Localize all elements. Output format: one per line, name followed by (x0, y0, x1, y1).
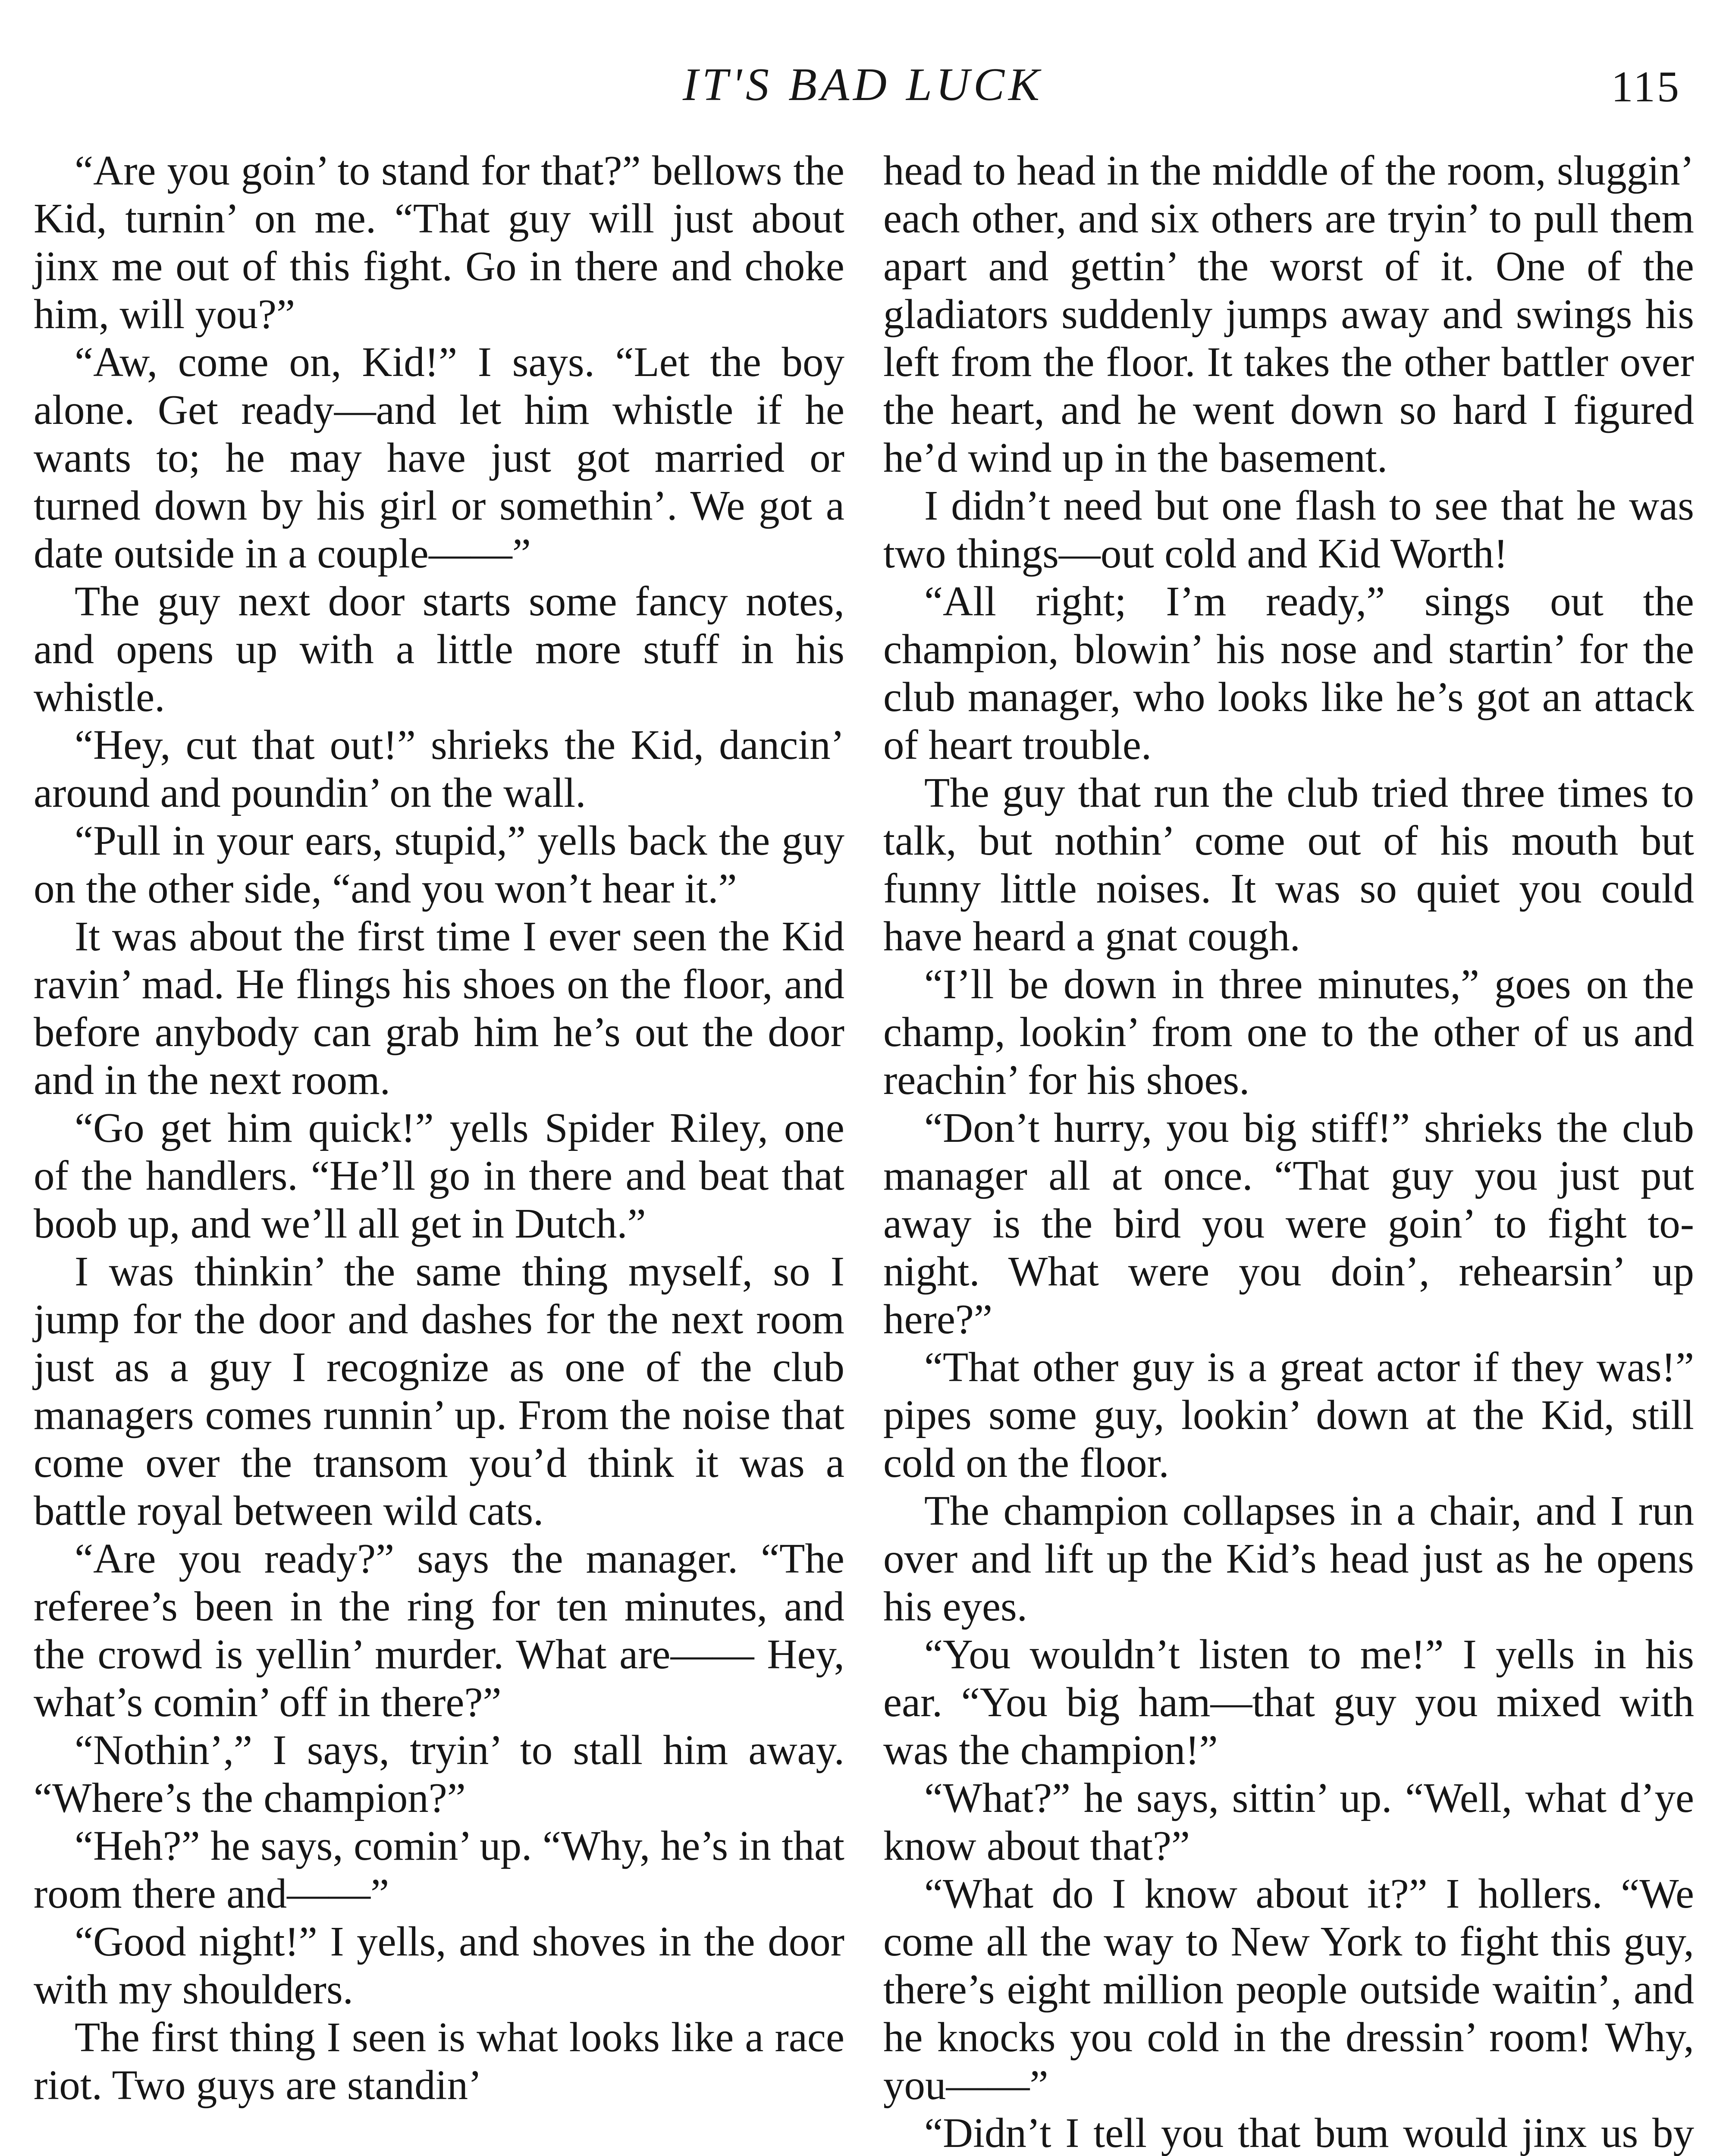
paragraph: It was about the first time I ever seen the Kid ravin’ mad. He flings his shoes on the floor, and before anybody can grab him he’s out the door and in the next room. (34, 913, 844, 1103)
paragraph-continued: head to head in the middle of the room, sluggin’ each other, and six others are tryin’ to pull them apart and gettin’ the worst of it. One of the gladiators suddenly jumps away and swings his left from the floor. It takes the other battler over the heart, and he went down so hard I figured he’d wind up in the basement. (883, 147, 1694, 481)
paragraph: “All right; I’m ready,” sings out the champion, blowin’ his nose and startin’ for the club manager, who looks like he’s got an attack of heart trouble. (883, 578, 1694, 768)
left-column (34, 147, 844, 2109)
paragraph: The guy next door starts some fancy notes, and opens up with a little more stuff in his whistle. (34, 578, 844, 720)
paragraph: The guy that run the club tried three times to talk, but nothin’ come out of his mouth but funny little noises. It was so quiet you could have heard a gnat cough. (883, 770, 1694, 959)
paragraph: The champion collapses in a chair, and I run over and lift up the Kid’s head just as he opens his eyes. (883, 1488, 1694, 1630)
paragraph: The first thing I seen is what looks like a race riot. Two guys are standin’ (34, 2014, 844, 2108)
right-column (883, 147, 1694, 2156)
paragraph: “Hey, cut that out!” shrieks the Kid, dancin’ around and poundin’ on the wall. (34, 722, 844, 816)
running-title: IT'S BAD LUCK (682, 59, 1044, 110)
paragraph: I didn’t need but one flash to see that he was two things—out cold and Kid Worth! (883, 483, 1694, 577)
paragraph: “Nothin’,” I says, tryin’ to stall him away. “Where’s the champion?” (34, 1727, 844, 1821)
paragraph: “Are you goin’ to stand for that?” bellows the Kid, turnin’ on me. “That guy will just about jinx me out of this fight. Go in there and choke him, will you?” (34, 147, 844, 337)
paragraph: “Go get him quick!” yells Spider Riley, one of the handlers. “He’ll go in there and beat that boob up, and we’ll all get in Dutch.” (34, 1105, 844, 1247)
paragraph: “Pull in your ears, stupid,” yells back the guy on the other side, “and you won’t hear it.” (34, 818, 844, 912)
paragraph: “Heh?” he says, comin’ up. “Why, he’s in that room there and——” (34, 1823, 844, 1917)
paragraph: “What do I know about it?” I hollers. “We come all the way to New York to fight this guy, there’s eight million people outside waitin’, and he knocks you cold in the dressin’ room! Why, you——” (883, 1871, 1694, 2108)
paragraph: “Good night!” I yells, and shoves in the door with my shoulders. (34, 1918, 844, 2012)
paragraph: “That other guy is a great actor if they was!” pipes some guy, lookin’ down at the Kid, still cold on the floor. (883, 1344, 1694, 1486)
paragraph: “Are you ready?” says the manager. “The referee’s been in the ring for ten minutes, and the crowd is yellin’ murder. What are—— Hey, what’s comin’ off in there?” (34, 1536, 844, 1725)
paragraph: “Aw, come on, Kid!” I says. “Let the boy alone. Get ready—and let him whistle if he wants to; he may have just got married or turned down by his girl or somethin’. We got a date outside in a couple——” (34, 339, 844, 577)
paragraph: “Don’t hurry, you big stiff!” shrieks the club manager all at once. “That guy you just put away is the bird you were goin’ to fight to-night. What were you doin’, rehearsin’ up here?” (883, 1105, 1694, 1342)
paragraph: “What?” he says, sittin’ up. “Well, what d’ye know about that?” (883, 1775, 1694, 1869)
paragraph: “Didn’t I tell you that bum would jinx us by (924, 2110, 1694, 2156)
page-header (0, 58, 1726, 123)
page-number: 115 (1611, 63, 1681, 111)
paragraph: I was thinkin’ the same thing myself, so I jump for the door and dashes for the next room just as a guy I recognize as one of the club managers comes runnin’ up. From the noise that come over the transom you’d think it was a battle royal between wild cats. (34, 1248, 844, 1534)
paragraph: “You wouldn’t listen to me!” I yells in his ear. “You big ham—that guy you mixed with was the champion!” (883, 1631, 1694, 1773)
paragraph: “I’ll be down in three minutes,” goes on the champ, lookin’ from one to the other of us and reachin’ for his shoes. (883, 961, 1694, 1103)
